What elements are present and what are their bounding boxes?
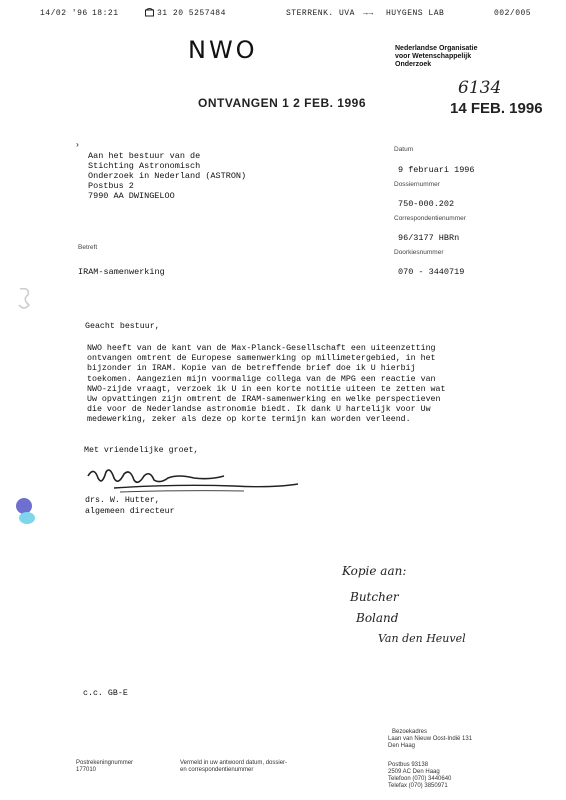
dossier-label: Dossiernummer [394,181,440,188]
body-line: medewerking, zeker als deze op korte termijn kan worden verleend. [87,415,411,425]
handwritten-heading: Kopie aan: [342,564,407,578]
fax-phone-icon [145,7,154,20]
body-line: NWO-zijde vraagt, verzoek ik U in een korte notitie uiteen te zetten wat [87,384,446,394]
closing: Met vriendelijke groet, [84,446,199,455]
visit-line: Den Haag [388,743,416,749]
fax-page: 002/005 [494,9,532,18]
postal-line: Telefax (070) 3850971 [388,783,448,789]
fax-date: 14/02 '96 [40,9,88,18]
body-line: NWO heeft van de kant van de Max-Planck-Gesellschaft een uiteenzetting [87,344,436,353]
cc-line: c.c. GB-E [83,689,128,698]
punch-hole-mark [19,512,35,524]
org-name [395,45,477,69]
postbank-label: Postrekeningnummer [76,760,134,766]
visit-label: Bezoekadres [392,729,428,735]
address-line: Onderzoek in Nederland (ASTRON) [88,171,247,181]
visit-line: Laan van Nieuw Oost-Indië 131 [388,736,473,742]
reference-line: en correspondentienummer [180,767,254,773]
fax-time: 18:21 [92,9,119,18]
date-stamp: 14 FEB. 1996 [450,100,543,117]
address-line: Stichting Astronomisch [88,161,201,171]
signer-title: algemeen directeur [85,507,175,516]
org-line-2: voor Wetenschappelijk [395,53,472,60]
margin-mark: › [75,141,80,150]
nwo-logo: NWO [188,36,258,64]
reference-note [180,760,287,774]
address-block [88,151,246,201]
body-line: toekomen. Aangezien mijn voormalige collega van de MPG een reactie van [87,374,436,384]
subject-label: Betreft [78,244,98,251]
fax-phone: 31 20 5257484 [157,9,226,18]
handwritten-name: Boland [356,611,399,625]
org-line-3: Onderzoek [395,61,432,68]
phone-value: 070 - 3440719 [398,267,465,277]
handwritten-number: 6134 [458,78,502,98]
handwritten-name: Butcher [350,590,399,604]
body-line: bijzonder in IRAM. Kopie van de betreffende brief doe ik U hierbij [87,364,416,374]
postbank-value: 177010 [76,767,97,773]
address-line: 7990 AA DWINGELOO [88,191,175,201]
body-line: ontvangen omtrent de Europese samenwerking op millimetergebied, in het [87,354,436,364]
visit-address [388,736,472,750]
handwritten-name: Van den Heuvel [378,632,466,645]
postal-line: Postbus 93138 [388,762,429,768]
corr-label: Correspondentienummer [394,215,466,222]
date-value: 9 februari 1996 [398,165,475,175]
fax-recipient: HUYGENS LAB [386,9,445,18]
address-line: Postbus 2 [88,181,134,191]
salutation: Geacht bestuur, [85,322,160,331]
subject-value: IRAM-samenwerking [78,267,165,277]
postal-line: 2509 AC Den Haag [388,769,440,775]
fax-arrow-icon: →→ [363,9,374,18]
phone-label: Doorkiesnummer [394,249,444,256]
received-stamp: ONTVANGEN 1 2 FEB. 1996 [198,96,366,110]
postal-address [388,762,451,790]
org-line-1: Nederlandse Organisatie [395,45,478,52]
address-line: Aan het bestuur van de [88,151,201,161]
reference-line: Vermeld in uw antwoord datum, dossier- [180,760,288,766]
date-label: Datum [394,146,414,153]
signer-name: drs. W. Hutter, [85,496,160,505]
fax-sender: STERRENK. UVA [286,9,355,18]
postal-line: Telefoon (070) 3440640 [388,776,452,782]
body-line: die voor de Nederlandse astronomie biedt. Ik dank U hartelijk voor Uw [87,405,431,415]
dossier-value: 750-000.202 [398,199,455,209]
margin-scribble [16,285,34,316]
corr-value: 96/3177 HBRn [398,233,460,243]
body-line: Uw opvattingen zijn omtrent de IRAM-samenwerking en welke perspectieven [87,395,441,405]
letter-body [87,344,445,426]
